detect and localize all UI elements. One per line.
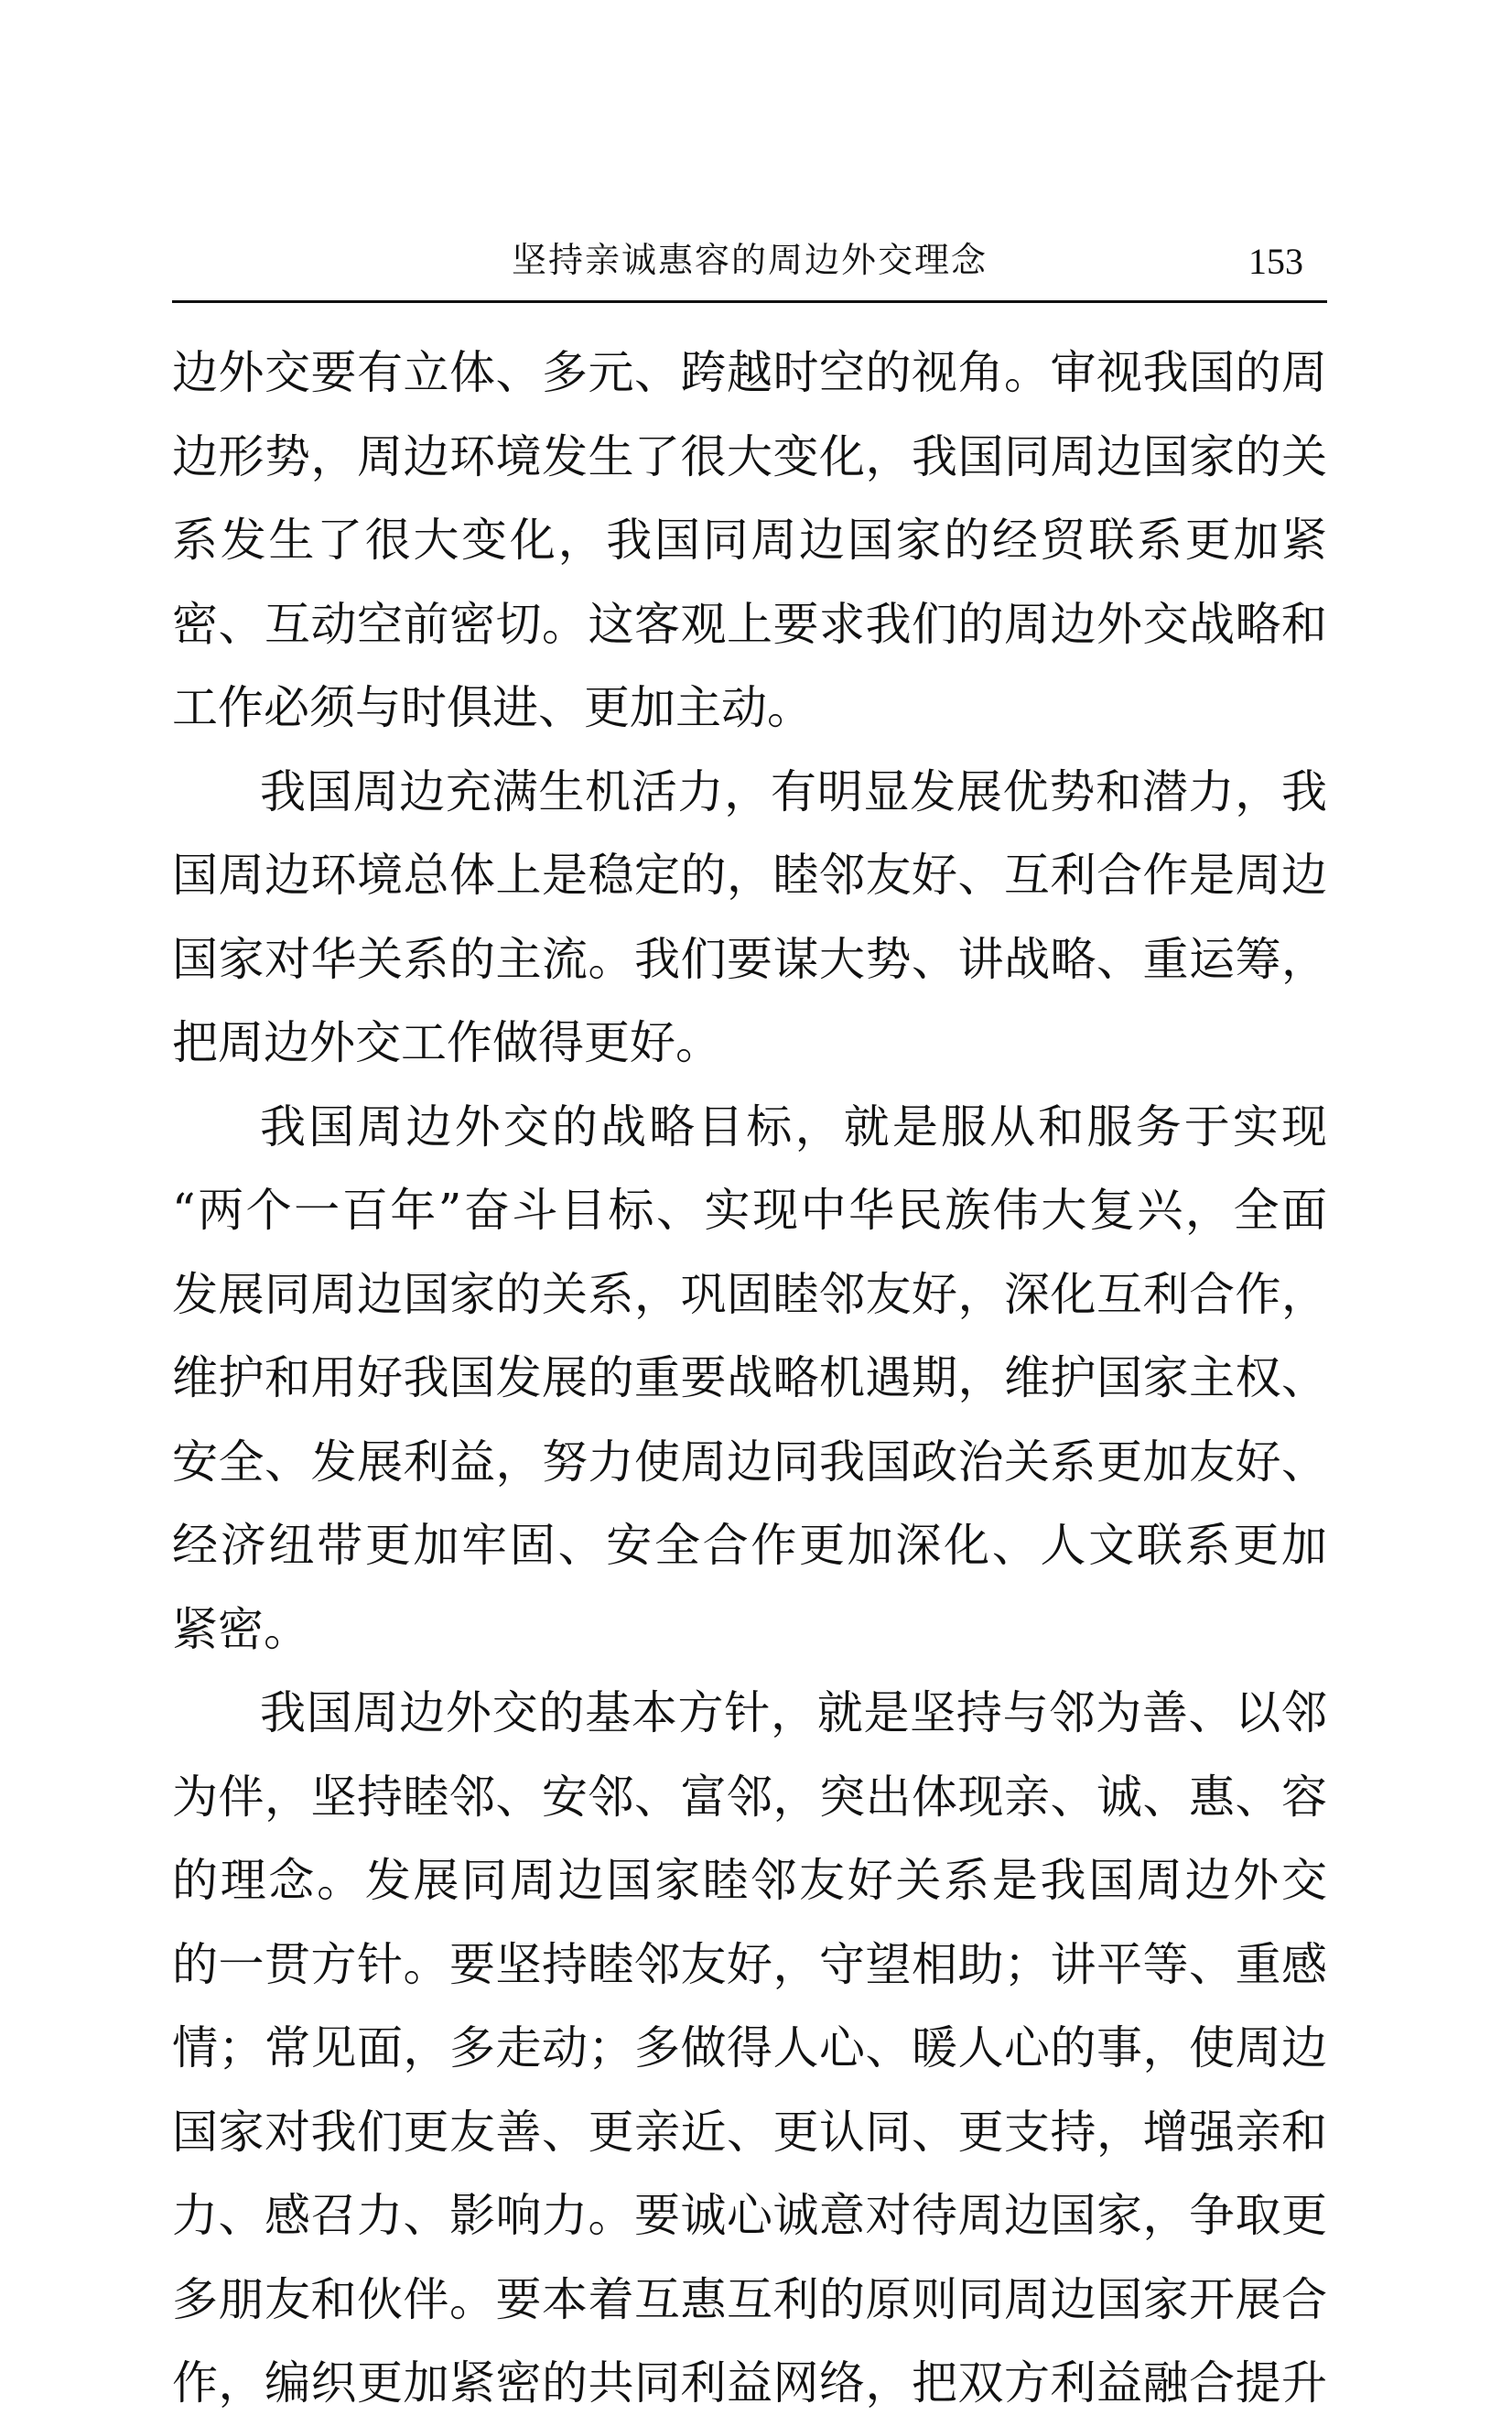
text-line: 国家对华关系的主流。我们要谋大势、讲战略、重运筹， [172, 932, 1327, 986]
text-line: 边外交要有立体、多元、跨越时空的视角。审视我国的周 [172, 346, 1327, 399]
text-line: 我国周边外交的基本方针，就是坚持与邻为善、以邻 [260, 1686, 1327, 1739]
text-line: 安全、发展利益，努力使周边同我国政治关系更加友好、 [172, 1435, 1327, 1489]
text-line: 边形势，周边环境发生了很大变化，我国同周边国家的关 [172, 429, 1327, 483]
text-line: 多朋友和伙伴。要本着互惠互利的原则同周边国家开展合 [172, 2272, 1327, 2326]
running-header [172, 227, 1327, 298]
text-line: 工作必须与时俱进、更加主动。 [172, 681, 813, 734]
text-line: 国家对我们更友善、更亲近、更认同、更支持，增强亲和 [172, 2105, 1327, 2159]
running-header-title: 坚持亲诚惠容的周边外交理念 [511, 240, 988, 280]
header-rule [172, 300, 1327, 303]
text-line: “两个一百年”奋斗目标、实现中华民族伟大复兴，全面 [172, 1184, 1327, 1237]
text-line: 力、感召力、影响力。要诚心诚意对待周边国家，争取更 [172, 2189, 1327, 2242]
text-line: 情；常见面，多走动；多做得人心、暖人心的事，使周边 [172, 2021, 1327, 2074]
text-line: 密、互动空前密切。这客观上要求我们的周边外交战略和 [172, 597, 1327, 651]
text-line: 把周边外交工作做得更好。 [172, 1016, 721, 1069]
text-line: 作，编织更加紧密的共同利益网络，把双方利益融合提升 [172, 2356, 1327, 2410]
text-line: 紧密。 [172, 1602, 309, 1656]
text-line: 的一贯方针。要坚持睦邻友好，守望相助；讲平等、重感 [172, 1937, 1327, 1991]
text-line: 系发生了很大变化，我国同周边国家的经贸联系更加紧 [172, 514, 1327, 567]
text-line: 为伴，坚持睦邻、安邻、富邻，突出体现亲、诚、惠、容 [172, 1770, 1327, 1824]
text-line: 的理念。发展同周边国家睦邻友好关系是我国周边外交 [172, 1854, 1327, 1907]
text-line: 维护和用好我国发展的重要战略机遇期，维护国家主权、 [172, 1351, 1327, 1404]
text-line: 国周边环境总体上是稳定的，睦邻友好、互利合作是周边 [172, 849, 1327, 902]
text-line: 发展同周边国家的关系，巩固睦邻友好，深化互利合作， [172, 1267, 1327, 1321]
text-line: 我国周边外交的战略目标，就是服从和服务于实现 [260, 1099, 1327, 1153]
body-text [172, 331, 1327, 2426]
page-number: 153 [1248, 241, 1303, 282]
text-line: 我国周边充满生机活力，有明显发展优势和潜力，我 [260, 764, 1327, 818]
text-line: 经济纽带更加牢固、安全合作更加深化、人文联系更加 [172, 1519, 1327, 1572]
